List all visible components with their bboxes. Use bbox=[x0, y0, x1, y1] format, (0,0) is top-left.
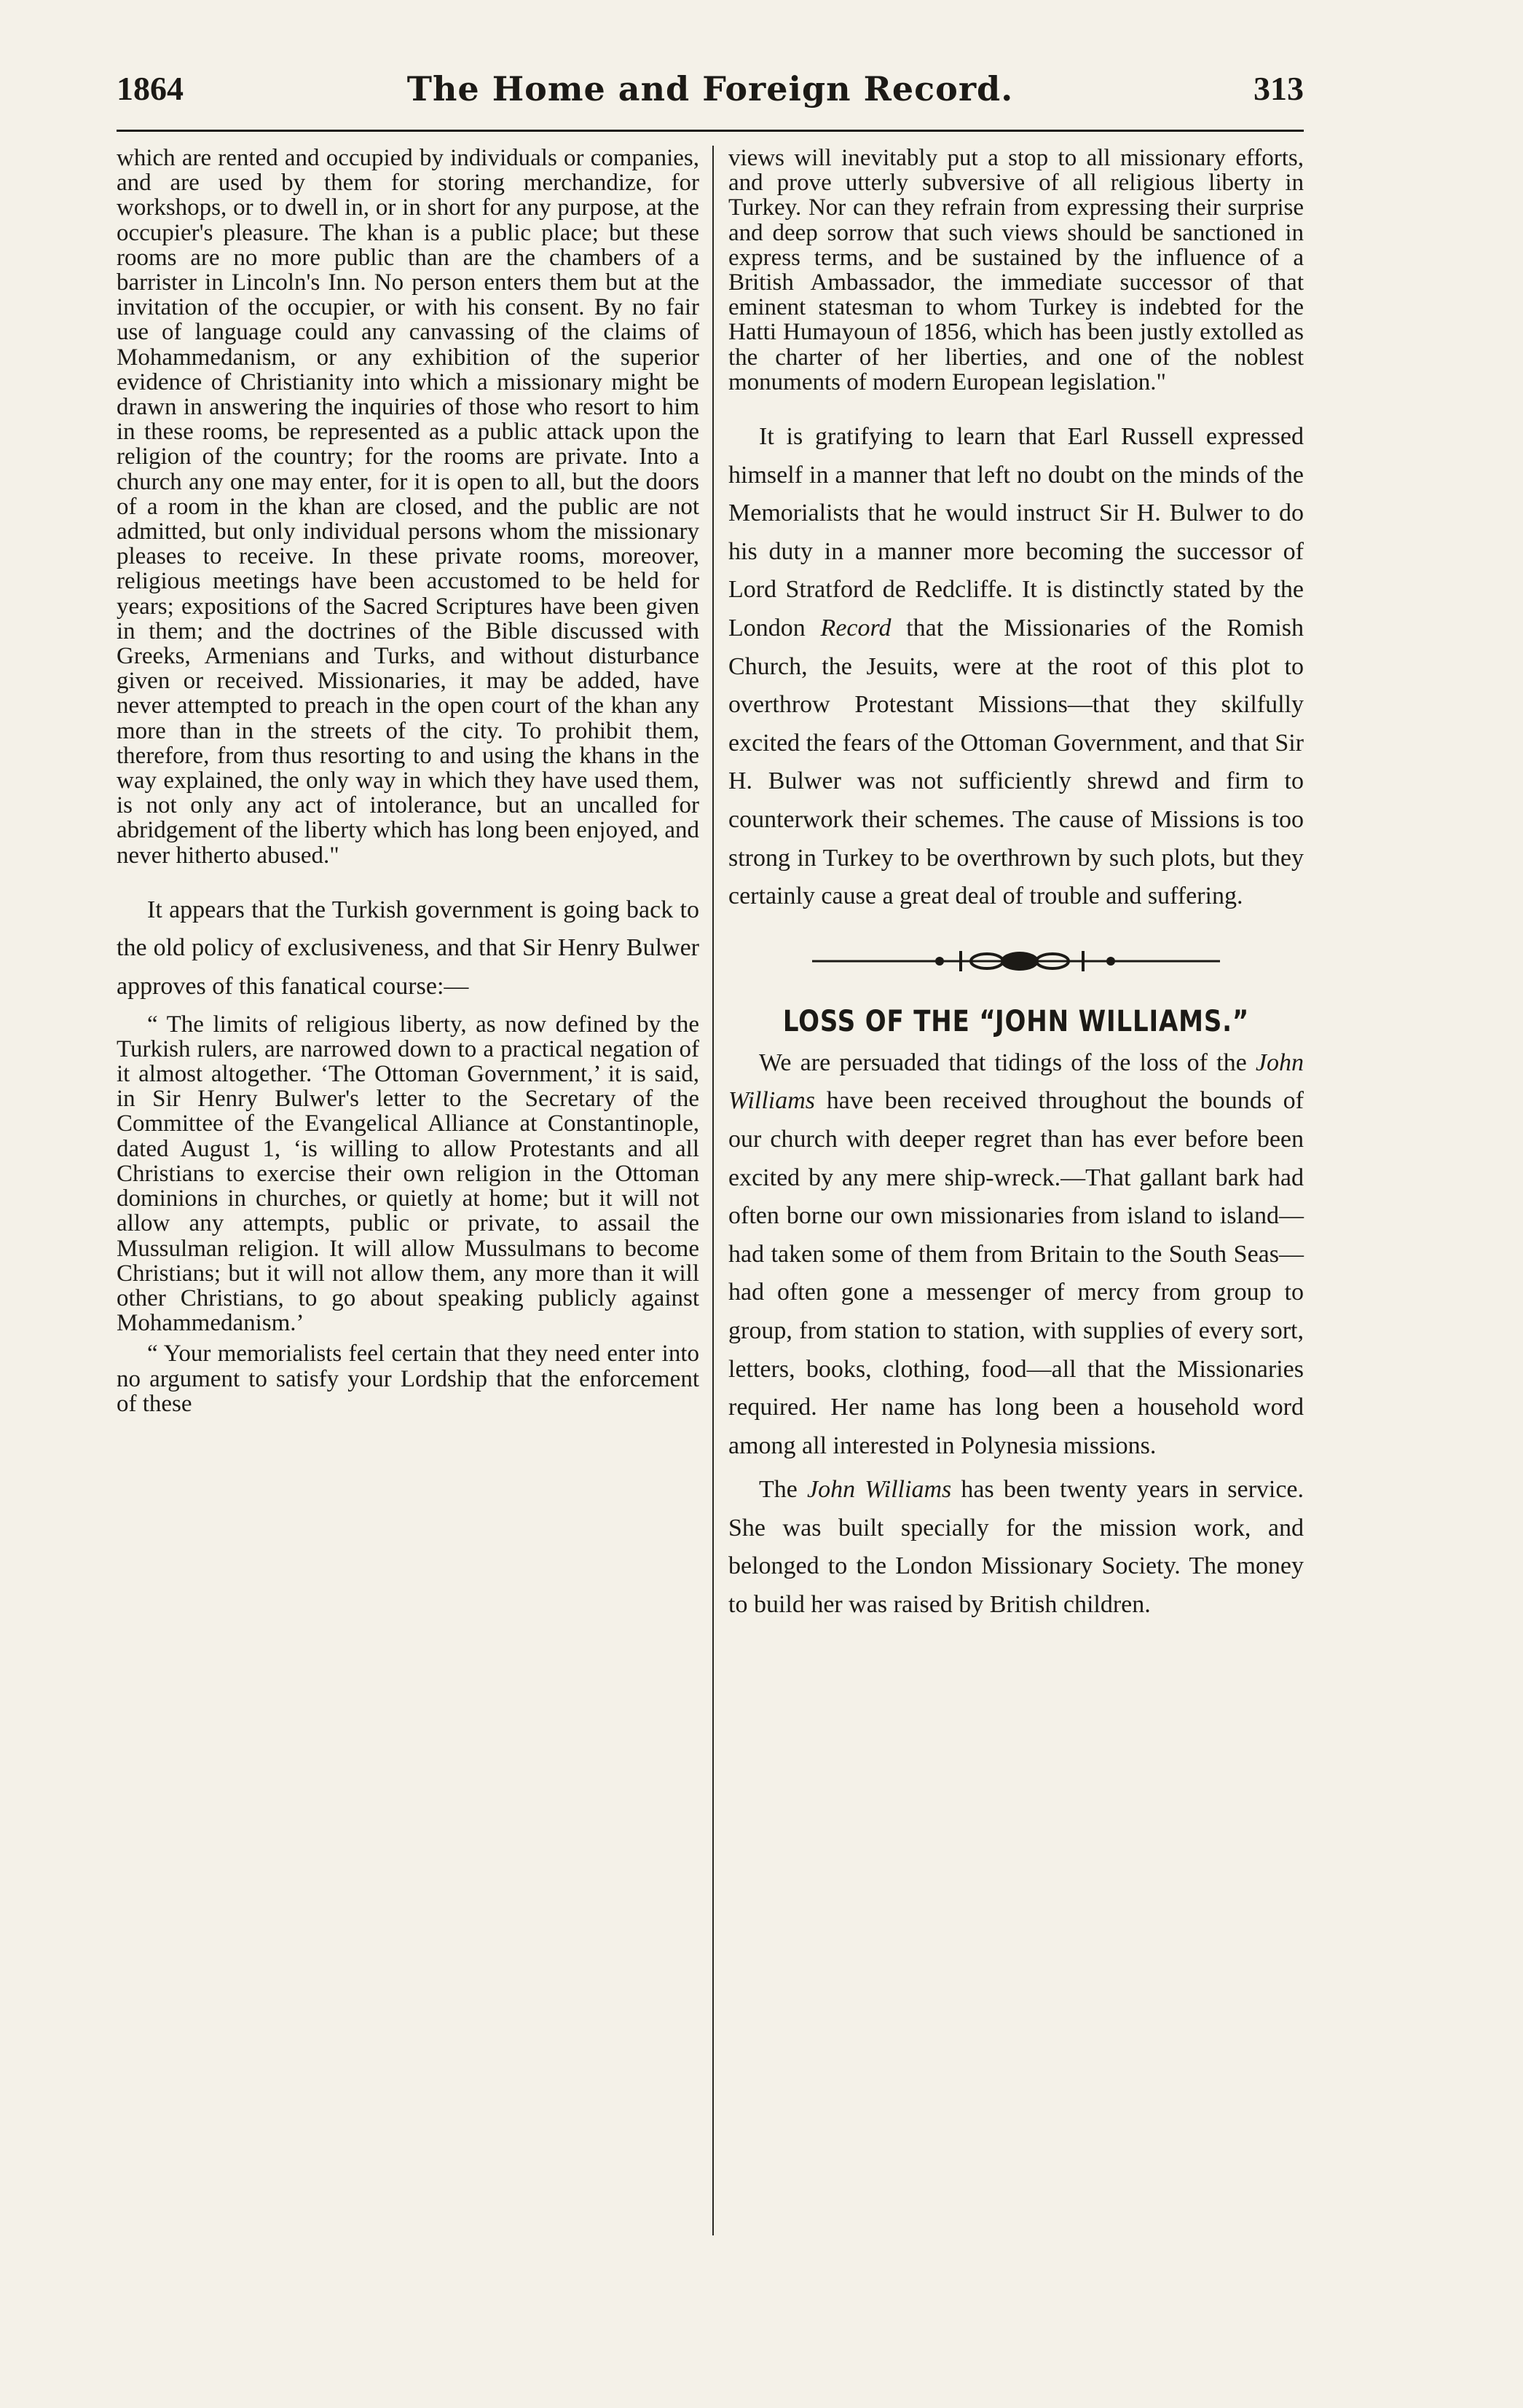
memorial-quote-ending: views will inevitably put a stop to all missionary efforts, and prove utterly subversive of all religious liberty in Turkey. Nor can they refrain from expressing their surprise and deep sorrow that such views should be sanctioned in express terms, and be sustained by the influence of a British Ambassador, the immediate successor of that eminent statesman to whom Turkey is indebted for the Hatti Humayoun of 1856, which has been justly extolled as the charter of her liberties, and one of the noblest monuments of modern European legislation." bbox=[728, 145, 1304, 395]
header-year: 1864 bbox=[117, 70, 184, 107]
newspaper-name: Record bbox=[820, 615, 892, 642]
header-rule bbox=[117, 130, 1304, 132]
paragraph-ship-history: The John Williams has been twenty years in service. She was built specially for the mission work, and belonged to the London Missionary Society. The money to build her was raised by British children. bbox=[728, 1476, 1304, 1619]
right-column bbox=[728, 146, 1304, 1625]
paragraph-loss-tidings: We are persuaded that tidings of the loss of the John Williams have been received throughout the bounds of our church with deeper regret than has ever before been excited by any mere ship-wreck.—That gallant bark had often borne our own missionaries from island to island—had taken some of them from Britain to the South Seas—had often gone a messenger of mercy from group to group, from station to station, with supplies of every sort, letters, books, clothing, food—all that the Missionaries required. Her name has long been a household word among all interested in Polynesia missions. bbox=[728, 1049, 1304, 1459]
memorial-quote-continued: which are rented and occupied by individuals or companies, and are used by them for storing merchandize, for workshops, or to dwell in, or in short for any purpose, at the occupier's pleasure. The khan is a public place; but these rooms are no more public than are the chambers of a barrister in Lincoln's Inn. No person enters them but at the invitation of the occupier, or with his consent. By no fair use of language could any canvassing of the claims of Mohammedanism, or any exhibition of the superior evidence of Christianity into which a missionary might be drawn in answering the inquiries of those who resort to him in these rooms, be represented as a public attack upon the religion of the country; for the rooms are private. Into a church any one may enter, for it is open to all, but the doors of a room in the khan are closed, and the public are not admitted, but only individual persons whom the missionary pleases to receive. In these private rooms, moreover, religious meetings have been accustomed to be held for years; expositions of the Sacred Scriptures have been given in them; and the doctrines of the Bible discussed with Greeks, Armenians and Turks, and without disturbance given or received. Missionaries, it may be added, have never attempted to preach in the open court of the khan any more than in the streets of the city. To prohibit them, therefore, from thus resorting to and using the khans in the way explained, the only way in which they have used them, is not only any act of intolerance, but an uncalled for abridgement of the liberty which has long been enjoyed, and never hitherto abused." bbox=[117, 145, 699, 869]
paragraph-earl-russell: It is gratifying to learn that Earl Russell expressed himself in a manner that left no doubt on the minds of the Memorialists that he would instruct Sir H. Bulwer to do his duty in a manner more becoming the successor of Lord Stratford de Redcliffe. It is distinctly stated by the London Record that the Missionaries of the Romish Church, the Jesuits, were at the root of this plot to overthrow Protestant Missions—that they skilfully excited the fears of the Ottoman Government, and that Sir H. Bulwer was not sufficiently shrewd and firm to counterwork their schemes. The cause of Missions is too strong in Turkey to be overthrown by such plots, but they certainly cause a great deal of trouble and suffering. bbox=[728, 423, 1304, 910]
ornament-icon bbox=[812, 947, 1220, 976]
ship-name: John Williams bbox=[728, 1049, 1304, 1115]
paragraph-turkish-government: It appears that the Turkish government is going back to the old policy of exclusiveness, and that Sir Henry Bulwer approves of this fanatical course:— bbox=[117, 896, 699, 1000]
column-divider bbox=[712, 146, 714, 2235]
ship-name: John Williams bbox=[807, 1476, 952, 1504]
left-column bbox=[117, 146, 699, 1416]
page-number: 313 bbox=[1254, 70, 1304, 107]
section-heading: LOSS OF THE “JOHN WILLIAMS.” bbox=[782, 1004, 1250, 1038]
quote-memorialists: “ Your memorialists feel certain that they need enter into no argument to satisfy your Lordship that the enforcement of these bbox=[117, 1341, 699, 1417]
section-ornament bbox=[728, 916, 1304, 1003]
running-header bbox=[117, 67, 1304, 111]
quote-limits-of-liberty: “ The limits of religious liberty, as now defined by the Turkish rulers, are narrowed down to a practical negation of it almost altogether. ‘The Ottoman Government,’ it is said, in Sir Henry Bulwer's letter to the Secretary of the Committee of the Evangelical Alliance at Constantinople, dated August 1, ‘is willing to allow Protestants and all Christians to exercise their own religion in the Ottoman dominions in churches, or quietly at home; but it will not allow any attempts, public or private, to assail the Mussulman religion. It will allow Mussulmans to become Christians; but it will not allow them, any more than it will other Christians, to go about speaking publicly against Mohammedanism.’ bbox=[117, 1011, 699, 1337]
journal-title: The Home and Foreign Record. bbox=[406, 69, 1014, 108]
